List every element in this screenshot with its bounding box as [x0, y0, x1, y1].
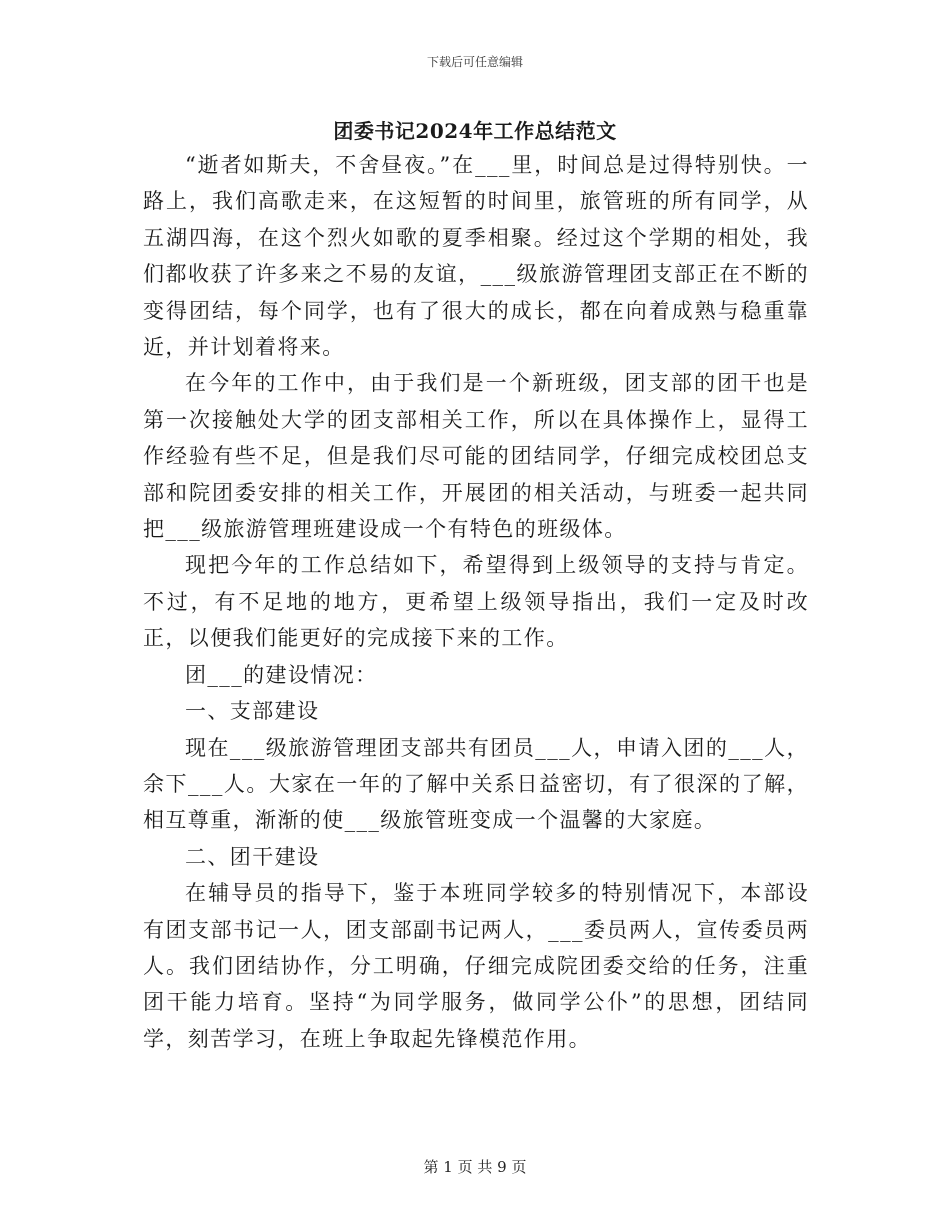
document-title: 团委书记2024年工作总结范文 [333, 119, 617, 143]
paragraph-cadre-construction: 在辅导员的指导下，鉴于本班同学较多的特别情况下，本部设有团支部书记一人，团支部副书记两人，___委员两人，宣传委员两人。我们团结协作，分工明确，仔细完成院团委交给的任务，注重团干能力培育。坚持“为同学服务，做同学公仆”的思想，团结同学，刻苦学习，在班上争取起先锋模范作用。 [143, 881, 809, 1051]
paragraph-work-overview: 在今年的工作中，由于我们是一个新班级，团支部的团干也是第一次接触处大学的团支部相关工作，所以在具体操作上，显得工作经验有些不足，但是我们尽可能的团结同学，仔细完成校团总支部和院团委安排的相关工作，开展团的相关活动，与班委一起共同把___级旅游管理班建设成一个有特色的班级体。 [143, 371, 809, 542]
document-body [143, 147, 809, 1057]
section-heading-branch: 一、支部建设 [185, 699, 320, 724]
paragraph-construction-heading: 团___的建设情况： [185, 662, 378, 687]
section-heading-cadre: 二、团干建设 [185, 844, 320, 869]
paragraph-branch-construction: 现在___级旅游管理团支部共有团员___人，申请入团的___人，余下___人。大家在一年的了解中关系日益密切，有了很深的了解，相互尊重，渐渐的使___级旅管班变成一个温馨的大家庭。 [143, 735, 809, 833]
header-note: 下载后可任意编辑 [426, 55, 523, 69]
paragraph-intro: “逝者如斯夫，不舍昼夜。”在___里，时间总是过得特别快。一路上，我们高歌走来，在这短暂的时间里，旅管班的所有同学，从五湖四海，在这个烈火如歌的夏季相聚。经过这个学期的相处，我们都收获了许多来之不易的友谊，___级旅游管理团支部正在不断的变得团结，每个同学，也有了很大的成长，都在向着成熟与稳重靠近，并计划着将来。 [143, 153, 809, 360]
page-indicator: 第 1 页 共 9 页 [423, 1158, 527, 1176]
paragraph-summary-intro: 现把今年的工作总结如下，希望得到上级领导的支持与肯定。不过，有不足地的地方，更希望上级领导指出，我们一定及时改正，以便我们能更好的完成接下来的工作。 [143, 553, 809, 651]
